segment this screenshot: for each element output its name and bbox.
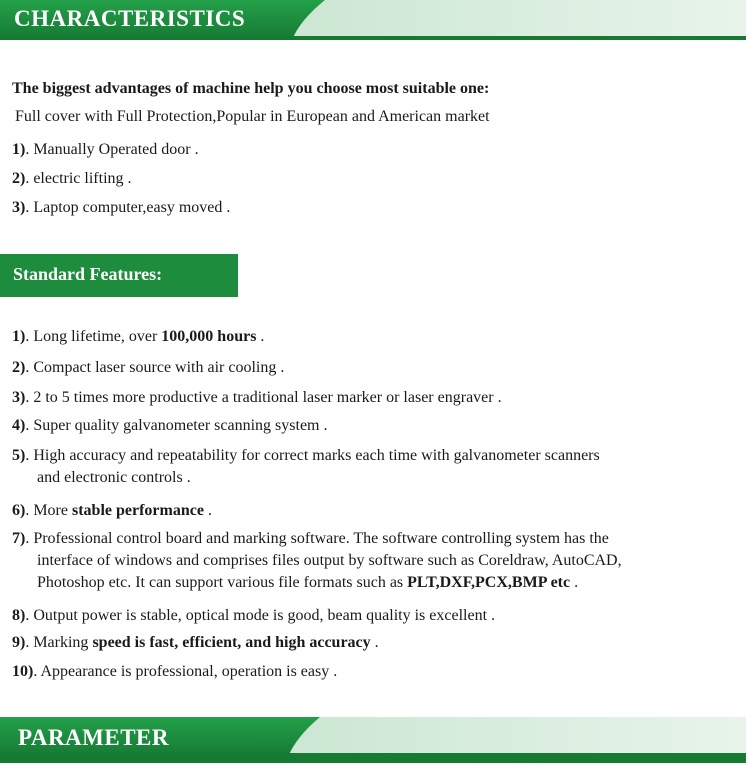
feature-item (12, 634, 379, 652)
feature-item (12, 389, 502, 407)
item-text: . More (25, 502, 72, 519)
feature-item-continuation (12, 574, 578, 592)
item-number: 2) (12, 359, 26, 376)
item-number: 6) (12, 502, 26, 519)
standard-features-title: Standard Features: (13, 264, 163, 284)
item-text: . (203, 502, 212, 519)
feature-item (12, 663, 337, 681)
feature-item (12, 607, 495, 625)
item-text: . Appearance is professional, operation is easy . (33, 663, 338, 680)
parameter-banner (0, 717, 746, 763)
item-text: . (370, 634, 379, 651)
feature-item-continuation: interface of windows and comprises files output by software such as Coreldraw, AutoCAD, (37, 552, 622, 569)
item-text: . Long lifetime, over (25, 328, 162, 345)
characteristics-item (12, 199, 230, 217)
item-text: . 2 to 5 times more productive a traditional laser marker or laser engraver . (25, 389, 502, 406)
item-number: 9) (12, 634, 26, 651)
item-number: 8) (12, 607, 26, 624)
characteristics-banner (0, 0, 746, 40)
feature-item (12, 417, 327, 435)
item-emphasis: PLT,DXF,PCX,BMP etc (407, 574, 571, 591)
characteristics-subheading: Full cover with Full Protection,Popular in European and American market (15, 108, 490, 125)
item-text: . Laptop computer,easy moved . (25, 199, 231, 216)
item-emphasis: speed is fast, efficient, and high accuracy (92, 634, 371, 651)
item-number: 3) (12, 199, 26, 216)
item-number: 7) (12, 530, 26, 547)
item-text: Photoshop etc. It can support various file formats such as (37, 574, 408, 591)
parameter-title: PARAMETER (18, 725, 170, 750)
characteristics-title: CHARACTERISTICS (14, 6, 246, 31)
item-text: . Compact laser source with air cooling . (25, 359, 285, 376)
item-text: . (570, 574, 579, 591)
item-number: 10) (12, 663, 34, 680)
item-number: 1) (12, 328, 26, 345)
characteristics-heading: The biggest advantages of machine help you choose most suitable one: (12, 80, 490, 97)
characteristics-item (12, 141, 199, 159)
item-emphasis: 100,000 hours (161, 328, 257, 345)
feature-item (12, 530, 609, 548)
feature-item (12, 359, 284, 377)
item-text: . Output power is stable, optical mode is good, beam quality is excellent . (25, 607, 496, 624)
feature-item-continuation: and electronic controls . (37, 469, 191, 486)
feature-item (12, 328, 264, 346)
item-emphasis: stable performance (71, 502, 204, 519)
item-text: . High accuracy and repeatability for correct marks each time with galvanometer scanners (25, 447, 600, 464)
item-text: . Professional control board and marking software. The software controlling system has the (25, 530, 609, 547)
item-number: 4) (12, 417, 26, 434)
item-text: . Manually Operated door . (25, 141, 199, 158)
feature-item (12, 502, 212, 520)
item-number: 3) (12, 389, 26, 406)
item-text: . (256, 328, 265, 345)
feature-item (12, 447, 600, 465)
item-text: . electric lifting . (25, 170, 132, 187)
standard-features-banner (0, 254, 238, 297)
item-number: 2) (12, 170, 26, 187)
item-number: 1) (12, 141, 26, 158)
item-text: . Super quality galvanometer scanning system . (25, 417, 328, 434)
item-text: . Marking (25, 634, 93, 651)
item-number: 5) (12, 447, 26, 464)
characteristics-item (12, 170, 132, 188)
